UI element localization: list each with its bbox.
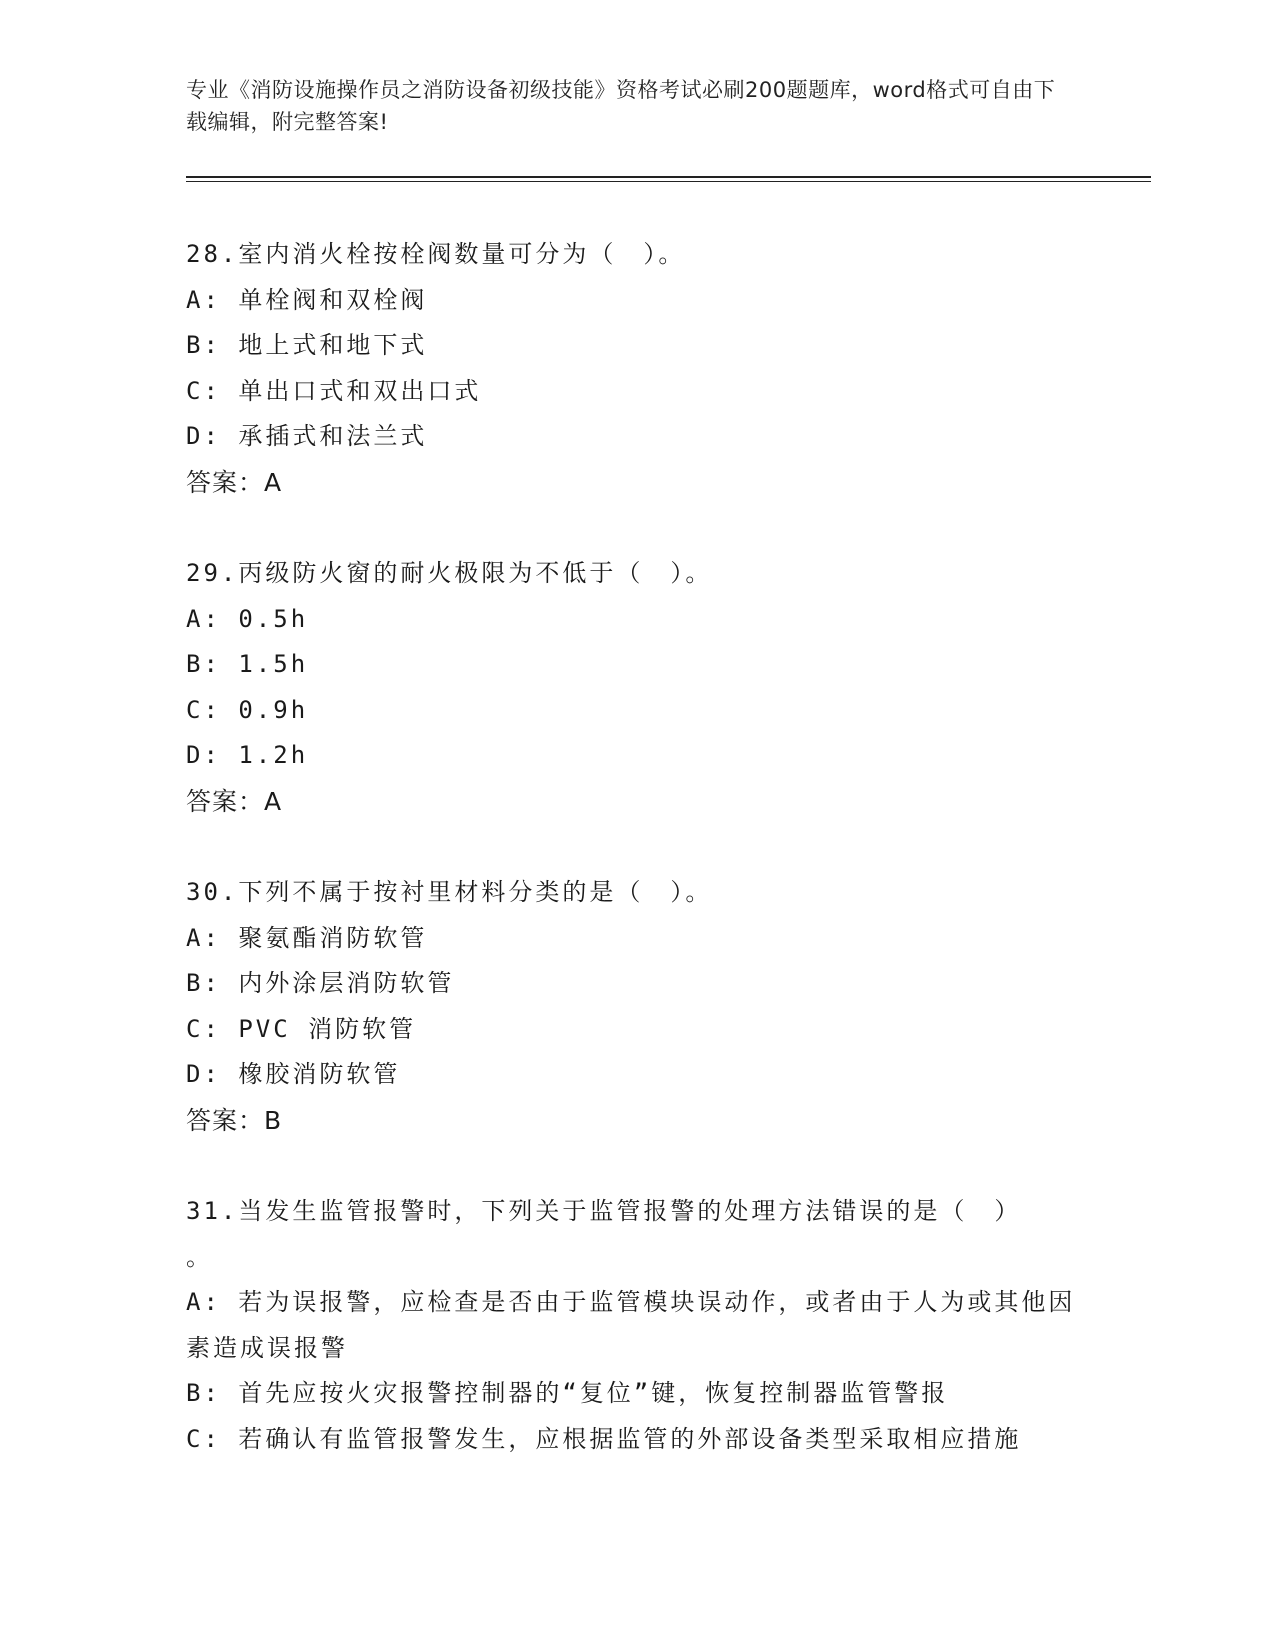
option-d: D: 承插式和法兰式 [186, 422, 428, 450]
option-d: D: 1.2h [186, 741, 309, 769]
option-b: B: 内外涂层消防软管 [186, 969, 455, 997]
option-b: B: 1.5h [186, 650, 309, 678]
option-d: D: 橡胶消防软管 [186, 1060, 401, 1088]
header-divider-thin [186, 181, 1151, 182]
option-c: C: 0.9h [186, 695, 309, 724]
option-b: B: 首先应按火灾报警控制器的“复位”键，恢复控制器监管警报 [186, 1379, 949, 1407]
question-stem: 29.丙级防火窗的耐火极限为不低于（ ）。 [186, 559, 713, 587]
option-b: B: 地上式和地下式 [186, 331, 428, 359]
option-a: A: 若为误报警，应检查是否由于监管模块误动作，或者由于人为或其他因素造成误报警 [186, 1288, 1076, 1362]
option-c: C: PVC 消防软管 [186, 1014, 417, 1043]
question-stem: 28.室内消火栓按栓阀数量可分为（ ）。 [186, 240, 686, 268]
question-29 [186, 551, 1086, 824]
option-c: C: 单出口式和双出口式 [186, 376, 482, 405]
question-31 [186, 1189, 1086, 1462]
option-a: A: 聚氨酯消防软管 [186, 923, 428, 952]
option-c: C: 若确认有监管报警发生，应根据监管的外部设备类型采取相应措施 [186, 1424, 1022, 1453]
question-stem: 30.下列不属于按衬里材料分类的是（ ）。 [186, 878, 713, 906]
question-30 [186, 870, 1086, 1143]
question-stem-continuation: 。 [186, 1242, 213, 1271]
answer-line: 答案：A [186, 467, 283, 497]
option-a: A: 单栓阀和双栓阀 [186, 285, 428, 314]
answer-line: 答案：A [186, 786, 283, 816]
question-28 [186, 232, 1086, 505]
question-list [186, 232, 1086, 1508]
answer-line: 答案：B [186, 1105, 283, 1135]
header-divider-thick [186, 176, 1151, 178]
option-a: A: 0.5h [186, 604, 309, 633]
document-header: 专业《消防设施操作员之消防设备初级技能》资格考试必刷200题题库，word格式可自由下载编辑，附完整答案! [186, 78, 1056, 134]
question-stem: 31.当发生监管报警时，下列关于监管报警的处理方法错误的是（ ） [186, 1197, 1022, 1225]
